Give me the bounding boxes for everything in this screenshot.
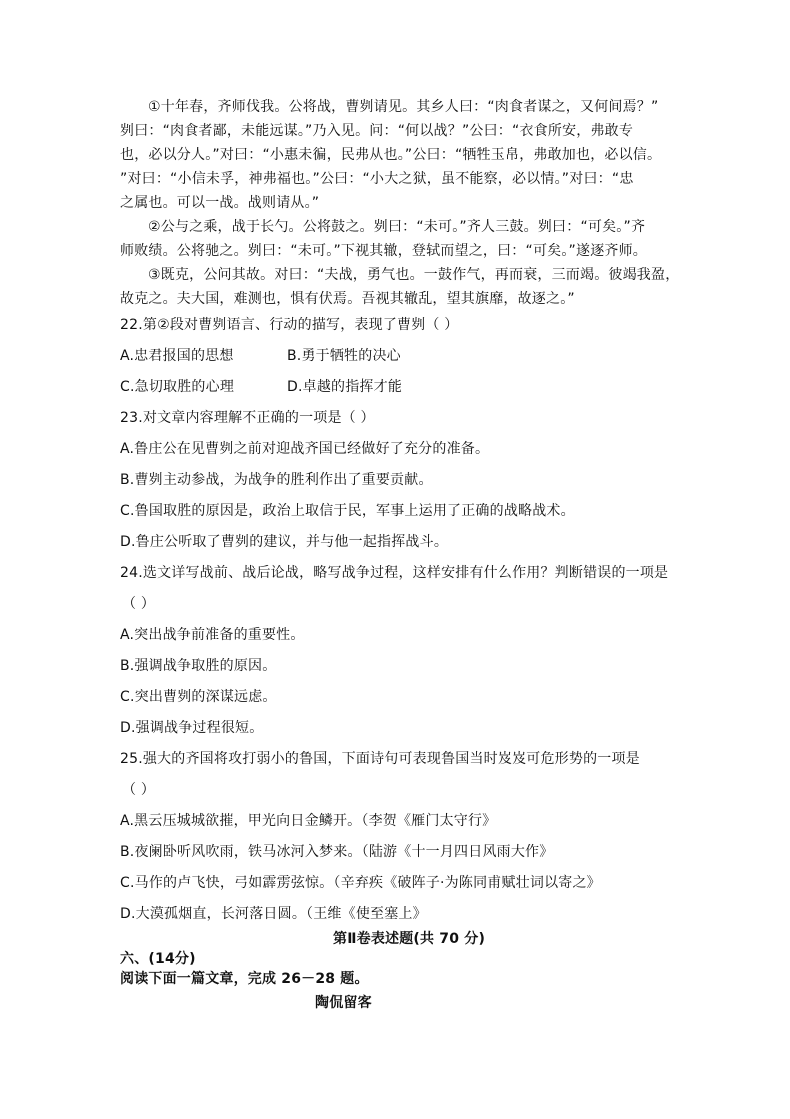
part-heading: 六、(14分) [120, 951, 196, 967]
option-d: D.鲁庄公听取了曹刿的建议，并与他一起指挥战斗。 [120, 534, 449, 550]
section-title: 第Ⅱ卷表述题(共 70 分) [333, 931, 486, 947]
option-a: A.黑云压城城欲摧，甲光向日金鳞开。（李贺《雁门太守行》 [120, 813, 497, 829]
passage-line: 故克之。夫大国，难测也，惧有伏焉。吾视其辙乱，望其旗靡，故逐之。” [120, 291, 575, 307]
passage-line: 师败绩。公将驰之。刿曰：“未可。”下视其辙，登轼而望之，曰：“可矣。”遂逐齐师。 [120, 243, 648, 259]
question-stem: 24.选文详写战前、战后论战，略写战争过程，这样安排有什么作用？判断错误的一项是 [120, 565, 669, 581]
passage-line: 之属也。可以一战。战则请从。” [120, 195, 320, 211]
option-c: C.突出曹刿的深谋远虑。 [120, 689, 277, 705]
passage-line: ③既克，公问其故。对曰：“夫战，勇气也。一鼓作气，再而衰，三而竭。彼竭我盈， [148, 267, 680, 283]
option-a: A.鲁庄公在见曹刿之前对迎战齐国已经做好了充分的准备。 [120, 441, 490, 457]
passage-line: ”对曰：“小信未孚，神弗福也。”公曰：“小大之狱，虽不能察，必以情。”对曰：“忠 [120, 171, 634, 187]
option-c: C.马作的卢飞快，弓如霹雳弦惊。（辛弃疾《破阵子·为陈同甫赋壮词以寄之》 [120, 875, 601, 891]
option-a: A.突出战争前准备的重要性。 [120, 627, 305, 643]
option-a: A.忠君报国的思想 [120, 348, 234, 364]
option-d: D.卓越的指挥才能 [287, 379, 403, 395]
answer-blank: （ ） [122, 782, 156, 798]
option-d: D.大漠孤烟直，长河落日圆。（王维《使至塞上》 [120, 906, 427, 922]
option-c: C.鲁国取胜的原因是，政治上取信于民，军事上运用了正确的战略战术。 [120, 503, 575, 519]
option-b: B.曹刿主动参战，为战争的胜利作出了重要贡献。 [120, 472, 433, 488]
question-stem: 25.强大的齐国将攻打弱小的鲁国，下面诗句可表现鲁国当时岌岌可危形势的一项是 [120, 751, 640, 767]
passage-line: 也，必以分人。”对曰：“小惠未徧，民弗从也。”公曰：“牺牲玉帛，弗敢加也，必以信。 [120, 147, 662, 163]
option-b: B.夜阑卧听风吹雨，铁马冰河入梦来。（陆游《十一月四日风雨大作》 [120, 844, 554, 860]
option-b: B.强调战争取胜的原因。 [120, 658, 277, 674]
option-c: C.急切取胜的心理 [120, 379, 235, 395]
answer-blank: （ ） [122, 596, 156, 612]
passage-line: ②公与之乘，战于长勺。公将鼓之。刿曰：“未可。”齐人三鼓。刿曰：“可矣。”齐 [148, 219, 646, 235]
question-stem: 23.对文章内容理解不正确的一项是（ ） [120, 410, 375, 426]
passage-line: ①十年春，齐师伐我。公将战，曹刿请见。其乡人曰：“肉食者谋之，又何间焉？” [148, 99, 659, 115]
option-b: B.勇于牺牲的决心 [287, 348, 401, 364]
question-stem: 22.第②段对曹刿语言、行动的描写，表现了曹刿（ ） [120, 317, 459, 333]
passage-line: 刿曰：“肉食者鄙，未能远谋。”乃入见。问：“何以战？”公曰：“衣食所安，弗敢专 [120, 123, 634, 139]
article-title: 陶侃留客 [315, 995, 372, 1011]
reading-instruction: 阅读下面一篇文章，完成 26－28 题。 [120, 971, 369, 987]
option-d: D.强调战争过程很短。 [120, 720, 264, 736]
